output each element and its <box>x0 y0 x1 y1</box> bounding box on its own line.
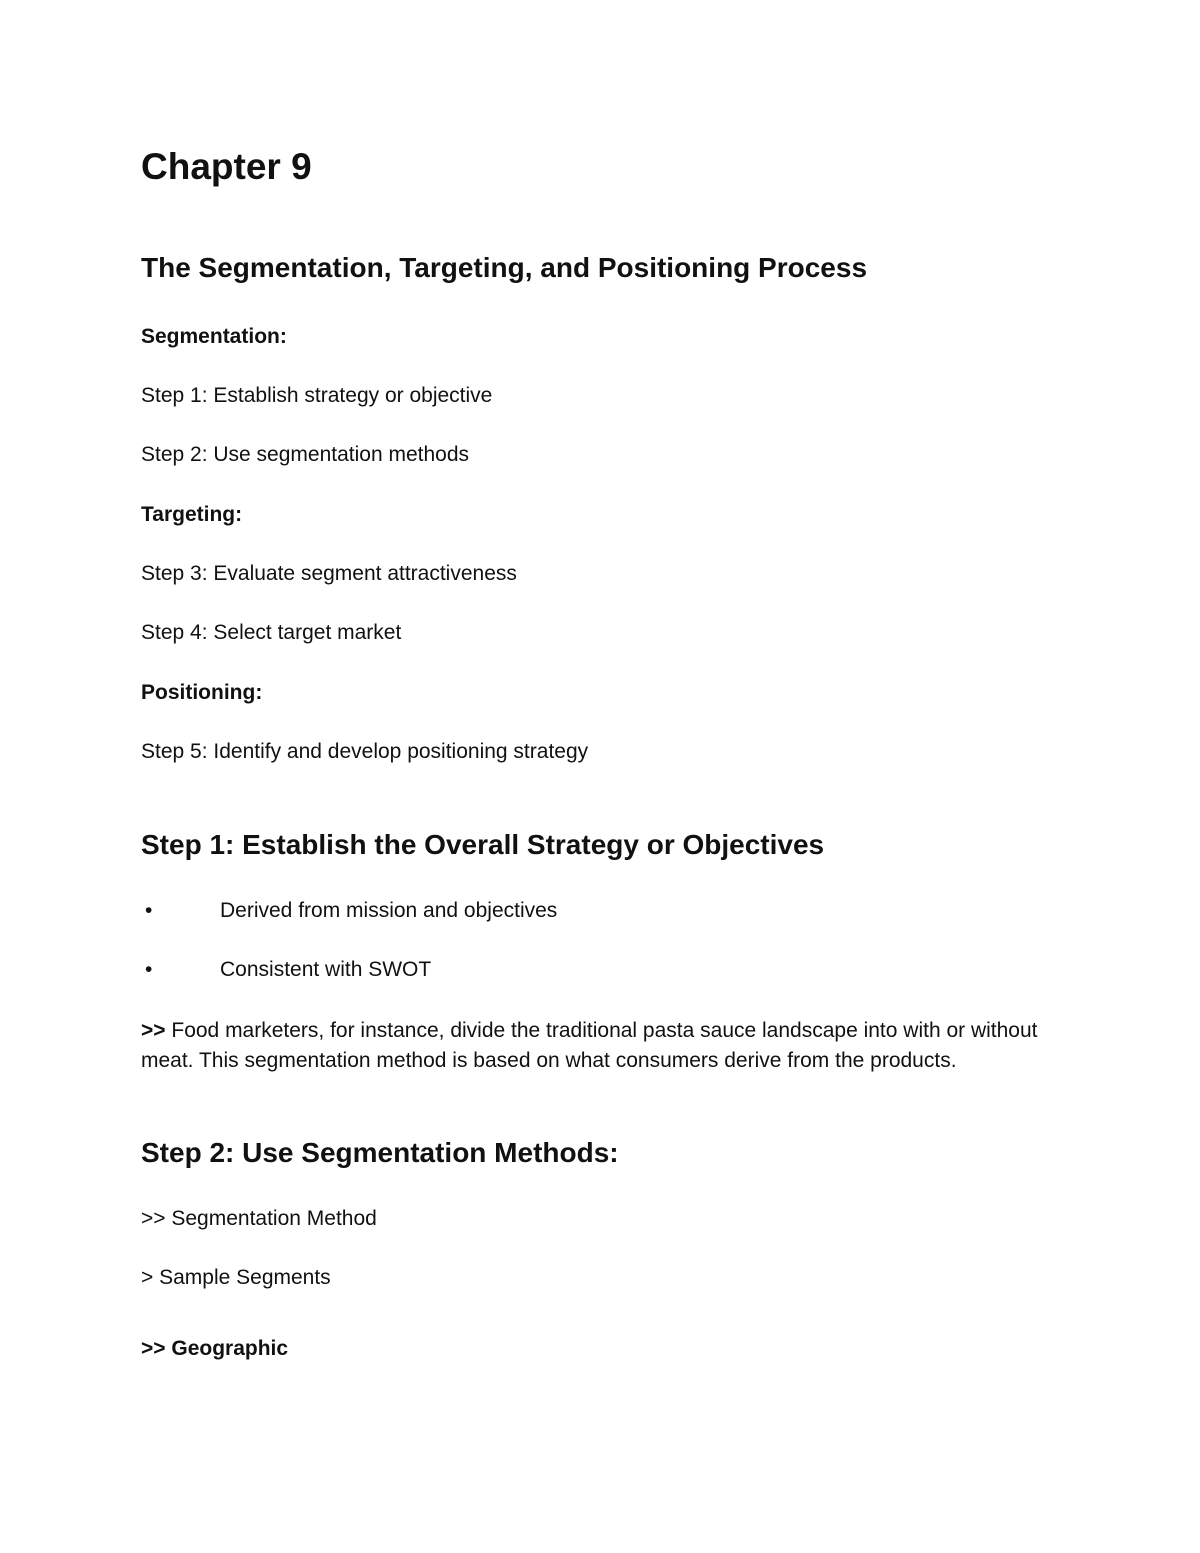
example-text: Food marketers, for instance, divide the traditional pasta sauce landscape into with or without meat. This segmentation method is based on what consumers derive from the products. <box>141 1019 1038 1072</box>
process-step-2: Step 2: Use segmentation methods <box>141 443 470 466</box>
step2-heading: Step 2: Use Segmentation Methods: <box>141 1137 619 1168</box>
targeting-label: Targeting: <box>141 503 243 526</box>
list-item: Derived from mission and objectives <box>220 899 558 922</box>
step1-heading: Step 1: Establish the Overall Strategy or Objectives <box>141 829 825 860</box>
positioning-label: Positioning: <box>141 681 263 704</box>
process-step-1: Step 1: Establish strategy or objective <box>141 384 493 407</box>
section-title: The Segmentation, Targeting, and Positioning Process <box>141 252 868 283</box>
bullet-icon: • <box>145 958 153 981</box>
pasta-sauce-example <box>141 1016 1041 1076</box>
geographic-line: >> Geographic <box>141 1337 289 1360</box>
process-step-5: Step 5: Identify and develop positioning strategy <box>141 740 589 763</box>
process-step-4: Step 4: Select target market <box>141 621 402 644</box>
segmentation-label: Segmentation: <box>141 325 287 348</box>
chapter-title: Chapter 9 <box>141 146 312 187</box>
example-marker: >> <box>141 1019 166 1042</box>
process-step-3: Step 3: Evaluate segment attractiveness <box>141 562 517 585</box>
bullet-icon: • <box>145 899 153 922</box>
list-item: Consistent with SWOT <box>220 958 432 981</box>
segmentation-method-line: >> Segmentation Method <box>141 1207 377 1230</box>
sample-segments-line: > Sample Segments <box>141 1266 331 1289</box>
